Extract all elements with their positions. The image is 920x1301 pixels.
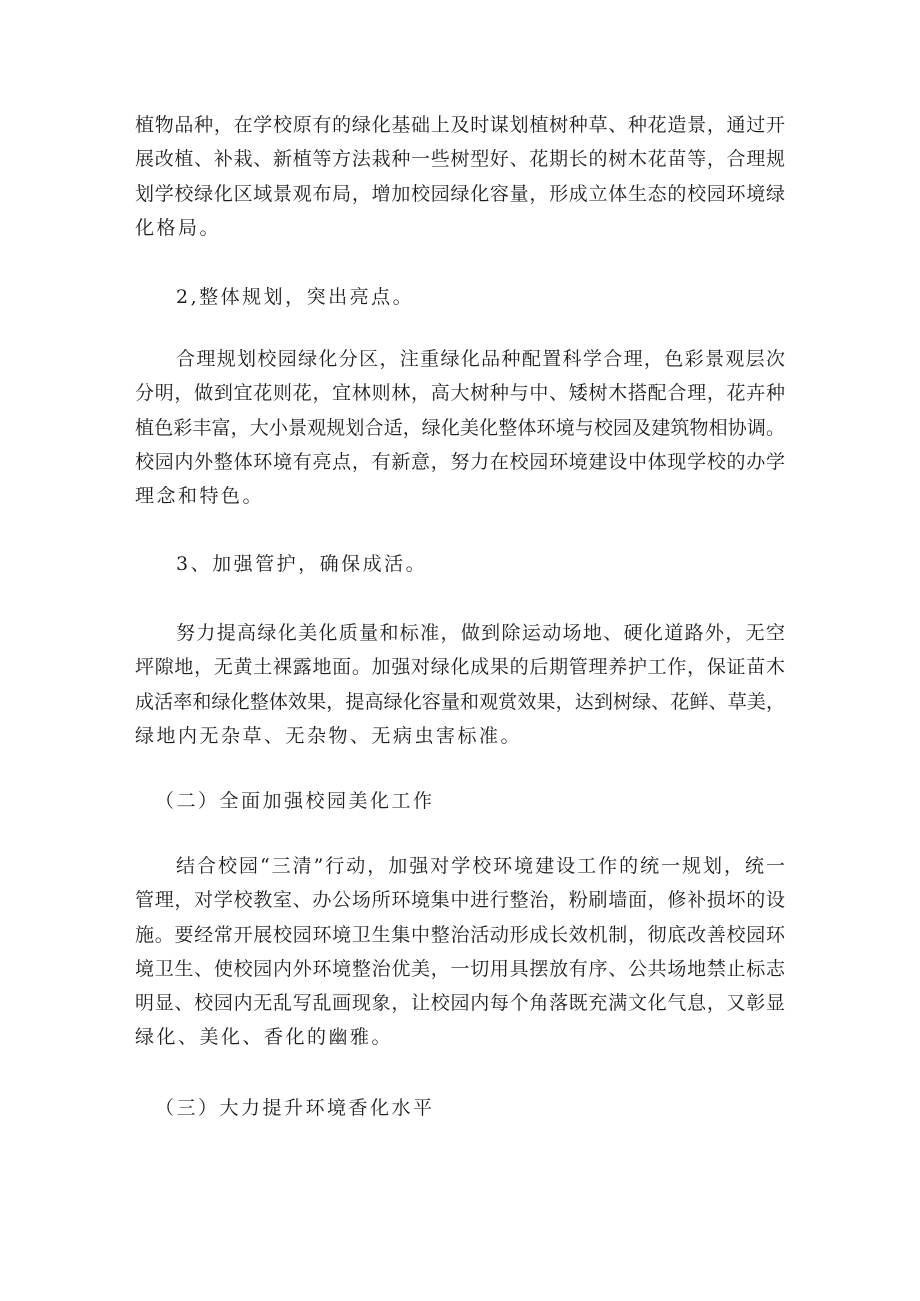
paragraph-4	[135, 849, 785, 1055]
paragraph-line: 绿地内无杂草、无杂物、无病虫害标准。	[135, 724, 523, 747]
section-heading-2: 2,整体规划，突出亮点。	[176, 286, 415, 308]
paragraph-line: 合理规划校园绿化分区，注重绿化品种配置科学合理，色彩景观层次	[176, 348, 787, 370]
paragraph-line: 理念和特色。	[135, 485, 265, 508]
paragraph-2	[135, 342, 785, 513]
paragraph-line: 植色彩丰富，大小景观规划合适，绿化美化整体环境与校园及建筑物相协调。	[135, 416, 786, 439]
paragraph-line: 坪隙地，无黄土裸露地面。加强对绿化成果的后期管理养护工作，保证苗木	[135, 656, 786, 679]
paragraph-line: 植物品种，在学校原有的绿化基础上及时谋划植树种草、种花造景，通过开	[135, 114, 786, 136]
paragraph-line: 明显、校园内无乱写乱画现象，让校园内每个角落既充满文化气息，又彰显	[135, 992, 786, 1015]
paragraph-line: 境卫生、使校园内外环境整治优美，一切用具摆放有序、公共场地禁止标志	[135, 957, 786, 980]
section-heading-4: （二）全面加强校园美化工作	[155, 790, 435, 812]
paragraph-3	[135, 616, 785, 753]
paragraph-line: 化格局。	[135, 216, 222, 239]
paragraph-line: 分明，做到宜花则花，宜林则林，高大树种与中、矮树木搭配合理，花卉种	[135, 382, 786, 405]
paragraph-line: 展改植、补栽、新植等方法栽种一些树型好、花期长的树木花苗等，合理规	[135, 148, 786, 171]
paragraph-line: 管理，对学校教室、办公场所环境集中进行整治，粉刷墙面，修补损坏的设	[135, 889, 786, 912]
section-heading-3: 3、加强管护，确保成活。	[176, 553, 428, 575]
paragraph-1	[135, 108, 785, 245]
section-heading-5: （三）大力提升环境香化水平	[155, 1097, 435, 1119]
paragraph-line: 施。要经常开展校园环境卫生集中整治活动形成长效机制，彻底改善校园环	[135, 923, 786, 946]
paragraph-line: 绿化、美化、香化的幽雅。	[135, 1026, 394, 1049]
paragraph-line: 校园内外整体环境有亮点，有新意，努力在校园环境建设中体现学校的办学	[135, 450, 786, 473]
paragraph-line: 成活率和绿化整体效果，提高绿化容量和观赏效果，达到树绿、花鲜、草美，	[135, 690, 786, 713]
paragraph-line: 结合校园“三清”行动，加强对学校环境建设工作的统一规划，统一	[176, 855, 787, 877]
paragraph-line: 划学校绿化区域景观布局，增加校园绿化容量，形成立体生态的校园环境绿	[135, 182, 786, 205]
paragraph-line: 努力提高绿化美化质量和标准，做到除运动场地、硬化道路外，无空	[176, 622, 787, 644]
